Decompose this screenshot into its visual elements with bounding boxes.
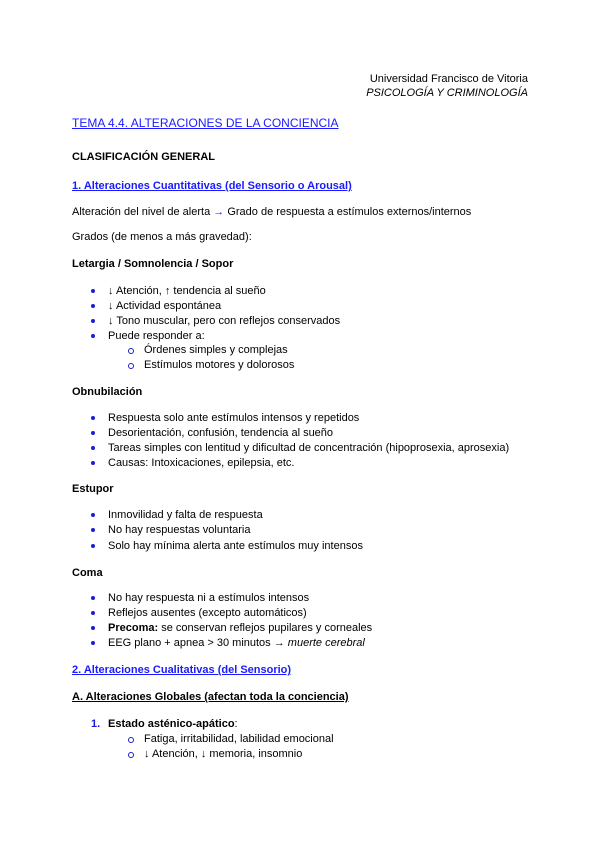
list-item: Inmovilidad y falta de respuesta bbox=[108, 509, 263, 521]
sub-list-item: Órdenes simples y complejas bbox=[144, 344, 288, 356]
bullet-icon bbox=[91, 431, 95, 435]
list-item: ↓ Tono muscular, pero con reflejos conservados bbox=[108, 315, 341, 327]
bullet-icon bbox=[91, 446, 95, 450]
sub-bullet-icon bbox=[128, 363, 134, 369]
bullet-icon bbox=[91, 596, 95, 600]
list-item: ↓ Atención, ↑ tendencia al sueño bbox=[108, 285, 266, 297]
bullet-icon bbox=[91, 289, 95, 293]
list-item: Solo hay mínima alerta ante estímulos muy intensos bbox=[108, 540, 363, 552]
definition-left: Alteración del nivel de alerta bbox=[72, 206, 211, 218]
bullet-icon bbox=[91, 641, 95, 645]
sub-list-item: ↓ Atención, ↓ memoria, insomnio bbox=[144, 748, 303, 760]
bullet-icon bbox=[91, 626, 95, 630]
section2-heading[interactable]: 2. Alteraciones Cualitativas (del Sensorio) bbox=[72, 664, 292, 676]
list-item bbox=[108, 621, 372, 635]
bullet-icon bbox=[91, 461, 95, 465]
list-item: ↓ Actividad espontánea bbox=[108, 300, 222, 312]
precoma-text: se conservan reflejos pupilares y corneales bbox=[158, 622, 373, 634]
bullet-icon bbox=[91, 528, 95, 532]
section2-subheading[interactable]: A. Alteraciones Globales (afectan toda la conciencia) bbox=[72, 691, 349, 703]
list-item: Respuesta solo ante estímulos intensos y repetidos bbox=[108, 412, 360, 424]
coma-heading: Coma bbox=[72, 567, 103, 579]
bullet-icon bbox=[91, 304, 95, 308]
sub-list-item: Fatiga, irritabilidad, labilidad emocional bbox=[144, 733, 334, 745]
list-item: Reflejos ausentes (excepto automáticos) bbox=[108, 607, 307, 619]
estupor-heading: Estupor bbox=[72, 483, 114, 495]
bullet-icon bbox=[91, 334, 95, 338]
list-item: Puede responder a: bbox=[108, 330, 205, 342]
sub-list-item: Estímulos motores y dolorosos bbox=[144, 359, 295, 371]
sub-bullet-icon bbox=[128, 752, 134, 758]
bullet-icon bbox=[91, 513, 95, 517]
arrow-icon: → bbox=[273, 637, 285, 649]
list-item: Tareas simples con lentitud y dificultad de concentración (hipoprosexia, aprosexia) bbox=[108, 442, 510, 454]
numbered-label: Estado asténico-apático bbox=[108, 718, 235, 730]
list-item: Desorientación, confusión, tendencia al sueño bbox=[108, 427, 334, 439]
list-item: No hay respuesta ni a estímulos intensos bbox=[108, 592, 310, 604]
obnubilacion-heading: Obnubilación bbox=[72, 386, 143, 398]
letargia-heading: Letargia / Somnolencia / Sopor bbox=[72, 258, 234, 270]
numbered-marker: 1. bbox=[91, 718, 101, 730]
section1-definition bbox=[72, 205, 471, 219]
sub-bullet-icon bbox=[128, 737, 134, 743]
numbered-colon: : bbox=[234, 718, 238, 730]
eeg-text: EEG plano + apnea > 30 minutos bbox=[108, 637, 274, 649]
arrow-icon: → bbox=[213, 206, 225, 218]
sub-bullet-icon bbox=[128, 348, 134, 354]
university-name: Universidad Francisco de Vitoria bbox=[369, 73, 528, 85]
general-heading: CLASIFICACIÓN GENERAL bbox=[72, 151, 215, 163]
list-item: Causas: Intoxicaciones, epilepsia, etc. bbox=[108, 457, 295, 469]
bullet-icon bbox=[91, 416, 95, 420]
list-item bbox=[108, 636, 365, 650]
bullet-icon bbox=[91, 611, 95, 615]
eeg-italic: muerte cerebral bbox=[284, 637, 365, 649]
definition-right: Grado de respuesta a estímulos externos/internos bbox=[227, 206, 472, 218]
numbered-item bbox=[108, 717, 238, 731]
section1-heading[interactable]: 1. Alteraciones Cuantitativas (del Sensorio o Arousal) bbox=[72, 180, 352, 192]
list-item: No hay respuestas voluntaria bbox=[108, 524, 251, 536]
bullet-icon bbox=[91, 319, 95, 323]
document-title[interactable]: TEMA 4.4. ALTERACIONES DE LA CONCIENCIA bbox=[72, 116, 339, 130]
bullet-icon bbox=[91, 544, 95, 548]
precoma-label: Precoma: bbox=[108, 622, 159, 634]
course-name: PSICOLOGÍA Y CRIMINOLOGÍA bbox=[366, 87, 528, 99]
grades-text: Grados (de menos a más gravedad): bbox=[72, 231, 252, 243]
